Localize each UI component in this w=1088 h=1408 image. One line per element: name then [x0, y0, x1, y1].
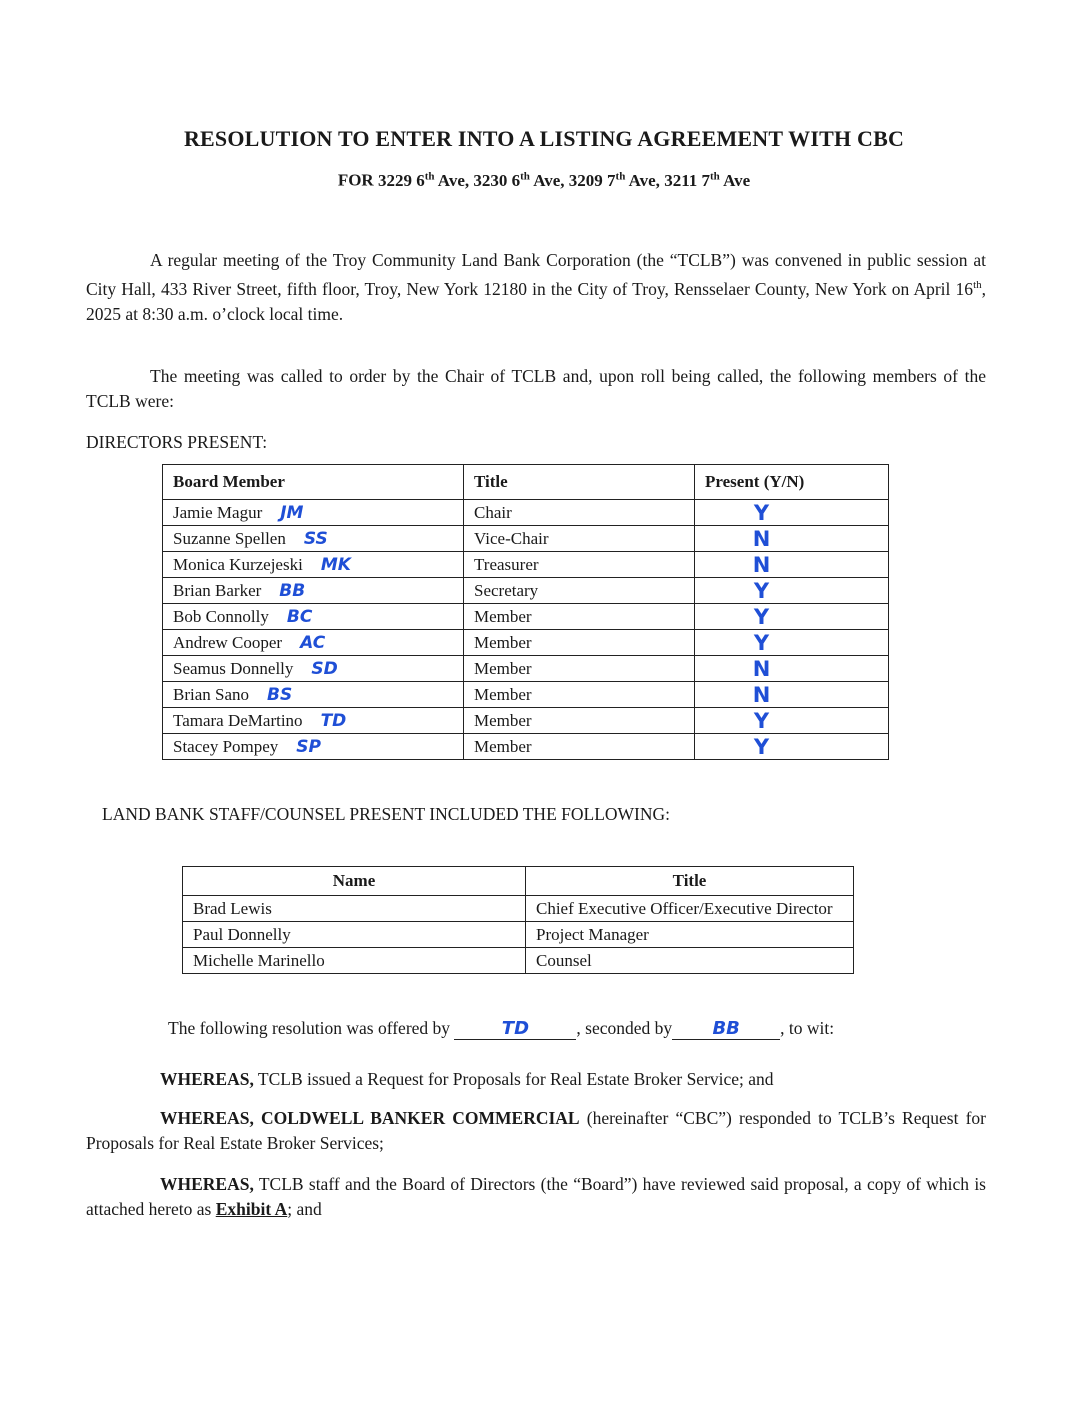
staff-title: Counsel [526, 948, 854, 974]
present-mark: Y [695, 734, 889, 760]
member-name: Brian Barker [173, 580, 262, 600]
directors-label: DIRECTORS PRESENT: [86, 432, 268, 452]
member-name: Jamie Magur [173, 502, 263, 522]
header-title: Title [464, 465, 695, 500]
seconded-by-initials: BB [672, 1019, 780, 1040]
member-title: Member [464, 682, 695, 708]
present-mark: N [695, 682, 889, 708]
document-title: RESOLUTION TO ENTER INTO A LISTING AGREEMENT WITH CBC [183, 126, 905, 151]
staff-title: Project Manager [526, 922, 854, 948]
member-initials: BC [286, 606, 313, 627]
directors-table [162, 464, 889, 760]
table-row [183, 922, 854, 948]
present-mark: Y [695, 500, 889, 526]
table-row [163, 578, 889, 604]
member-title: Member [464, 604, 695, 630]
member-initials: BS [267, 684, 293, 705]
member-name: Suzanne Spellen [173, 528, 286, 548]
member-name: Brian Sano [173, 684, 250, 704]
offered-by-initials: TD [454, 1019, 576, 1040]
whereas-1: WHEREAS, TCLB issued a Request for Proposals for Real Estate Broker Service; and [160, 1069, 774, 1089]
staff-header-row [183, 867, 854, 896]
table-row [163, 656, 889, 682]
table-row [163, 734, 889, 760]
present-mark: Y [695, 630, 889, 656]
member-name-cell [163, 682, 464, 708]
address-2: 3230 6th Ave, [473, 170, 569, 190]
member-name: Seamus Donnelly [173, 658, 294, 678]
member-name: Tamara DeMartino [173, 710, 303, 730]
member-initials: MK [320, 554, 351, 575]
table-row [163, 526, 889, 552]
staff-label: LAND BANK STAFF/COUNSEL PRESENT INCLUDED THE FOLLOWING: [102, 804, 671, 824]
member-initials: JM [280, 502, 304, 523]
member-title: Treasurer [464, 552, 695, 578]
member-initials: AC [300, 632, 326, 653]
present-mark: N [695, 656, 889, 682]
member-title: Vice-Chair [464, 526, 695, 552]
member-name: Stacey Pompey [173, 736, 279, 756]
member-name-cell [163, 604, 464, 630]
table-row [163, 500, 889, 526]
member-title: Member [464, 630, 695, 656]
table-row [183, 896, 854, 922]
member-title: Member [464, 656, 695, 682]
staff-name: Brad Lewis [183, 896, 526, 922]
member-name-cell [163, 630, 464, 656]
table-row [163, 604, 889, 630]
member-name-cell [163, 656, 464, 682]
present-mark: Y [695, 578, 889, 604]
member-name-cell [163, 734, 464, 760]
whereas-2: WHEREAS, COLDWELL BANKER COMMERCIAL (hereinafter “CBC”) responded to TCLB’s Request for Proposals for Real Estate Broker Services; [86, 1108, 986, 1153]
table-row [163, 630, 889, 656]
member-title: Secretary [464, 578, 695, 604]
member-initials: SS [303, 528, 328, 549]
address-1: 3229 6th Ave, [377, 170, 474, 190]
document-subtitle: FOR 3229 6th Ave, 3230 6th Ave, 3209 7th Ave, 3211 7th Ave [337, 170, 751, 190]
member-name: Monica Kurzejeski [173, 554, 303, 574]
present-mark: Y [695, 708, 889, 734]
table-row [183, 948, 854, 974]
member-name-cell [163, 526, 464, 552]
staff-title: Chief Executive Officer/Executive Director [526, 896, 854, 922]
member-name-cell [163, 578, 464, 604]
table-row [163, 708, 889, 734]
staff-table [182, 866, 854, 974]
present-mark: N [695, 526, 889, 552]
member-name: Andrew Cooper [173, 632, 283, 652]
member-initials: BB [279, 580, 306, 601]
table-row [163, 682, 889, 708]
member-name: Bob Connolly [173, 606, 269, 626]
member-name-cell [163, 500, 464, 526]
member-title: Chair [464, 500, 695, 526]
member-initials: TD [320, 710, 347, 731]
whereas-3: WHEREAS, TCLB staff and the Board of Directors (the “Board”) have reviewed said proposal, a copy of which is attached hereto as Exhibit A; and [86, 1174, 986, 1219]
member-title: Member [464, 734, 695, 760]
directors-header-row [163, 465, 889, 500]
address-4: 3211 7th Ave [664, 170, 751, 190]
header-present: Present (Y/N) [695, 465, 889, 500]
member-title: Member [464, 708, 695, 734]
staff-name: Michelle Marinello [183, 948, 526, 974]
member-name-cell [163, 552, 464, 578]
present-mark: Y [695, 604, 889, 630]
address-3: 3209 7th Ave, [568, 170, 665, 190]
intro-paragraph-2: The meeting was called to order by the Chair of TCLB and, upon roll being called, the following members of the TCLB were: [86, 366, 986, 411]
staff-name: Paul Donnelly [183, 922, 526, 948]
present-mark: N [695, 552, 889, 578]
member-initials: SD [311, 658, 338, 679]
table-row [163, 552, 889, 578]
exhibit-a-reference: Exhibit A [215, 1199, 288, 1219]
intro-paragraph-1: A regular meeting of the Troy Community Land Bank Corporation (the “TCLB”) was convened in public session at City Hall, 433 River Street, fifth floor, Troy, New York 12180 in the City of Troy, Rensselaer County, New York on April 16th, 2025 at 8:30 a.m. o’clock local time. [86, 250, 986, 324]
header-board-member: Board Member [163, 465, 464, 500]
header-staff-title: Title [526, 867, 854, 896]
header-name: Name [183, 867, 526, 896]
member-name-cell [163, 708, 464, 734]
member-initials: SP [296, 736, 321, 757]
offered-line: The following resolution was offered by TD , seconded by BB , to wit: [168, 1018, 835, 1039]
